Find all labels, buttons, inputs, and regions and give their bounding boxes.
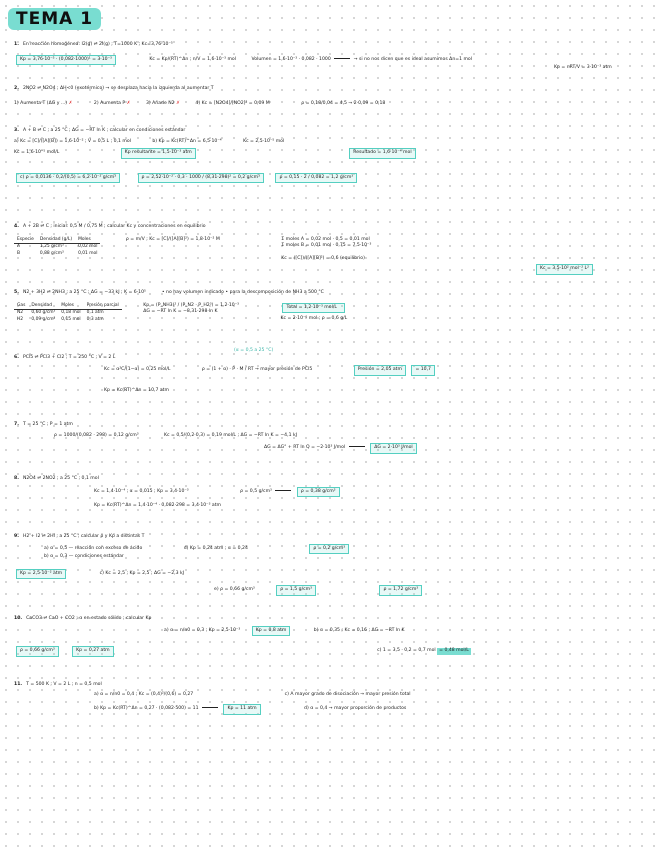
result-box: Total = 1,2·10⁻³ mol/L — [282, 303, 345, 314]
problem-number: 3. — [14, 128, 19, 133]
answer-item: a) α = n/n0 = 0,3 ; Kp = 2,5·10⁻³ — [164, 627, 241, 633]
equation: Volumen = 1,6·10⁻³ · 0,082 · 1000 — [251, 56, 331, 62]
table-row: A 1,25 g/cm³ 0,02 mol — [17, 244, 98, 249]
problem-statement: T = 500 K ; V = 2 L ; n = 0,5 mol — [26, 682, 102, 687]
problem-number: 7. — [14, 422, 19, 427]
problem-2 — [14, 86, 385, 107]
problem-5 — [14, 290, 347, 323]
problem-7 — [14, 422, 419, 454]
result-box: Kp = 0,8 atm — [252, 626, 291, 637]
answer-item: c) Kc = 2,5 ; Kp = 2,5 ; ΔG = −2,3 kJ — [99, 570, 185, 576]
problem-statement: H2 + I2 ⇌ 2HI ; a 25 °C ; calcular ρ y Kp a distintas T — [22, 534, 145, 539]
answer-item: a) α = n/n0 = 0,4 ; Kc = (0,4)²/(0,6) = 0,27 — [94, 691, 194, 697]
equation: ρ = 0,5 g/cm³ — [240, 488, 272, 494]
data-table — [14, 237, 100, 258]
equation: Kp = Kc(RT)^Δn = 1,4·10⁻⁴ · 0,082·298 = 3,4·10⁻³ atm — [94, 503, 221, 508]
problem-4 — [14, 224, 595, 275]
result-box: ρ = 0,38 g/cm³ — [297, 487, 340, 498]
problem-6 — [14, 348, 437, 394]
problem-statement: CaCO3 ⇌ CaO + CO2 ; α en estado sólido ; calcular Kp — [26, 616, 152, 621]
equation: ΔG = ΔG° + RT ln Q = −2·10³ J/mol — [264, 445, 346, 450]
answer-item: a) α = 0,5 — reacción con exceso de ácido — [44, 545, 143, 551]
cross-icon: ✗ — [176, 100, 180, 106]
table-header: Moles — [75, 237, 100, 244]
problem-10 — [14, 616, 471, 657]
problem-8 — [14, 476, 342, 510]
table-header: Moles — [58, 303, 83, 310]
result-box: ρ = 0,66 g/cm³ — [16, 646, 59, 657]
table-row: B 0,88 g/cm³ 0,01 mol — [17, 250, 98, 256]
result-box: Kp = 11 atm — [223, 704, 260, 715]
arrow-icon — [275, 490, 291, 491]
answer-item: b) Kp = Kc(RT)^Δn = 0,27 · (0,082·500) = 11 — [94, 706, 199, 711]
equation: Kp = (P_NH3)² / (P_N2 · P_H2³) = 1,2·10⁻³ — [143, 302, 239, 308]
problem-11 — [14, 682, 411, 715]
equation: Kc = 2,5·10⁻⁵ mol — [243, 138, 285, 144]
arrow-icon — [202, 707, 218, 708]
problem-number: 8. — [14, 476, 19, 481]
answer-item: b) α = 0,35 ; Kc = 0,16 ; ΔG = −RT ln K — [313, 627, 405, 633]
equation: Kp = Kc(RT)^Δn = 10,7 atm — [104, 387, 169, 393]
equation: ρ = 1000/(0,082 · 298) = 0,12 g/cm³ — [54, 432, 139, 438]
result-box: Kp = 3,76·10⁻⁵ · (0,082·1000)¹ = 3·10⁻³ — [16, 55, 116, 66]
answer-item: 2) Aumenta P — [93, 100, 126, 106]
answer-item: c) 1 = 3,5 · 0,2 = 0,7 mol — [377, 648, 436, 653]
right-column — [280, 303, 347, 323]
arrow-icon — [334, 58, 350, 59]
equation: Kc = 0,5/(0,2·0,3) = 0,19 mol/L ; ΔG = −RT ln K = −4,1 kJ — [164, 432, 297, 438]
problem-number: 4. — [14, 224, 19, 229]
problem-number: 10. — [14, 616, 23, 621]
problem-1 — [14, 42, 612, 72]
problem-statement: N2 + 3H2 ⇌ 2NH3 ; a 25 °C ; ΔG = −33 kJ ; K = 6·10⁵ — [22, 290, 146, 295]
result-box: Kc = 3,5·10² mol⁻² L² — [536, 264, 593, 275]
table-row: H2 0,09 g/cm³ 0,15 mol 0,3 atm — [17, 316, 104, 322]
problem-statement: A + B ⇌ C ; a 25 °C ; ΔG = −RT ln K ; calcular en condiciones estándar — [22, 128, 186, 133]
table-header: Densidad (g/L) — [37, 237, 75, 244]
table-row: N2 0,60 g/cm³ 0,18 mol 0,1 atm — [17, 310, 104, 315]
problem-statement: T = 25 °C ; P = 1 atm — [22, 422, 73, 427]
answer-item: e) ρ = 0,66 g/cm³ — [214, 587, 255, 592]
equation: Kc = 1,6·10⁻⁵ mol/L — [14, 150, 60, 155]
cross-icon: ✗ — [126, 100, 131, 106]
cross-icon: ✗ — [68, 100, 73, 106]
answer-item: 1) Aumenta T (ΔG y ...) — [14, 100, 68, 106]
table-header: Densidad — [28, 303, 58, 310]
equation: a) Kc = [C]/([A][B]) = 1,6·10⁻² ; V = 0,5 L ; 0,1 mol — [14, 138, 131, 144]
result-box: Kp resultante = 1,5·10⁻³ atm — [121, 148, 196, 159]
equation: ρ = m/V ; Kc = [C]/([A][B]²) = 1,8·10⁻² M — [125, 236, 220, 242]
answer-item: 4) Kc = [N2O4]/[NO2]² = 0,09 M — [195, 100, 270, 106]
problem-3 — [14, 128, 418, 183]
answer-item: 3) Añade N2 — [145, 100, 175, 106]
equation: Σ moles B = 0,01 mol · 0,75 = 7,5·10⁻³ — [281, 243, 372, 248]
equation: Kc = 1,4·10⁻⁴ ; α = 0,015 ; Kp = 3,4·10⁻³ — [94, 488, 189, 494]
equation: ρ = 0,18/0,04 = 4,5 → 2·0,09 = 0,18 — [301, 100, 386, 106]
middle-column — [143, 303, 239, 316]
result-box: Kp = 2,5·10⁻² atm — [16, 569, 66, 580]
table-header: Gas — [14, 303, 28, 310]
result-box: ρ = 2,52·10⁻² · 0,3 · 1000 / (8,31·298)² = 0,2 g/cm³ — [138, 173, 264, 184]
equation: Kp = nRT/V = 3·10⁻³ atm — [554, 65, 612, 70]
result-box: ρ = 0,15 · 2 / 0,082 = 1,2 g/cm³ — [275, 173, 357, 184]
problem-statement: 2NO2 ⇌ N2O4 ; ΔH<0 (exotérmico) → se desplaza hacia la izquierda al aumentar T — [22, 86, 214, 91]
result-box: ρ = 1,5 g/cm³ — [276, 585, 316, 596]
result-box: c) ρ = 0,0136 · 0,2/(0,5) = 6,2·10⁻² g/cm³ — [16, 173, 120, 184]
result-box: ΔG = 2·10³ J/mol — [370, 443, 416, 454]
result-box: Kp = 0,27 atm — [72, 646, 113, 657]
highlight: = 0,48 mol/L — [439, 648, 469, 653]
note: → si no nos dicen que es ideal asumimos Δn=1 mol — [353, 56, 473, 62]
problem-statement: PCl5 ⇌ PCl3 + Cl2 ; T = 250 °C ; V = 2 L — [22, 354, 116, 360]
equation: Kc = α²C/(1−α) = 0,25 mol/L — [104, 367, 171, 372]
result-box: ρ = 1,72 g/cm³ — [379, 585, 422, 596]
equation: ΔG = −RT ln K = −8,31·298·ln K — [143, 309, 218, 314]
problem-9 — [14, 534, 424, 596]
equation: Kc = Kp/(RT)^Δn ; n/V = 1,6·10⁻³ mol — [149, 56, 237, 62]
answer-item: d) α = 0,4 → mayor proporción de productos — [304, 706, 407, 711]
answer-item: d) Kp = 0,24 atm ; α = 0,24 — [183, 545, 248, 551]
problem-number: 6. — [14, 354, 19, 360]
result-box: ρ = 0,2 g/cm³ — [309, 544, 349, 555]
equation: b) Kp = Kc(RT)^Δn = 6,5·10⁻⁴ — [152, 138, 222, 144]
result-box: Resultado = 1,6·10⁻⁴ mol — [349, 148, 415, 159]
page-title: TEMA 1 — [8, 8, 101, 30]
equation: Σ moles A = 0,02 mol · 0,5 = 0,01 mol — [281, 236, 370, 242]
equation: Kc = ([C])/([A][B]²) = 0,6 (equilibrio) — [281, 255, 365, 261]
equation: Kc = 2·10⁻⁶ mol ; ρ = 0,6 g/L — [280, 316, 348, 321]
problem-number: 11. — [14, 682, 23, 687]
problem-number: 1. — [14, 42, 19, 47]
arrow-icon — [349, 446, 365, 447]
problem-number: 2. — [14, 86, 19, 91]
problem-number: 5. — [14, 290, 19, 295]
answer-item: c) A mayor grado de disociación → mayor presión total — [284, 691, 411, 697]
problem-statement: N2O4 ⇌ 2NO2 ; a 25 °C ; 0,1 mol — [22, 476, 99, 481]
problem-statement: A + 2B ⇌ C ; inicial: 0,5 M / 0,75 M ; calcular Kc y concentraciones en equilibrio — [22, 224, 206, 229]
note: • no hay volumen indicado • para la descomposición de NH3 a 500 °C — [161, 290, 324, 295]
table-header: Especie — [14, 237, 37, 244]
section-label: (α = 0,5 a 25 °C) — [234, 348, 274, 353]
result-box: Presión = 2,05 atm — [354, 365, 406, 376]
problem-statement: En reacción homogénea: I2(g) ⇌ 2I(g) ; T=1000 K ; Kc=3,76·10⁻⁵ — [22, 42, 173, 47]
table-header: Presión parcial — [84, 303, 122, 310]
data-table — [14, 303, 122, 324]
problem-number: 9. — [14, 534, 19, 539]
result-box: = 10,7 — [411, 365, 435, 376]
right-column — [281, 237, 371, 263]
answer-item: b) α = 0,3 — condiciones estándar — [44, 554, 124, 559]
equation: ρ = (1 + α) · P · M / RT → mayor presión de PCl5 — [201, 367, 313, 372]
